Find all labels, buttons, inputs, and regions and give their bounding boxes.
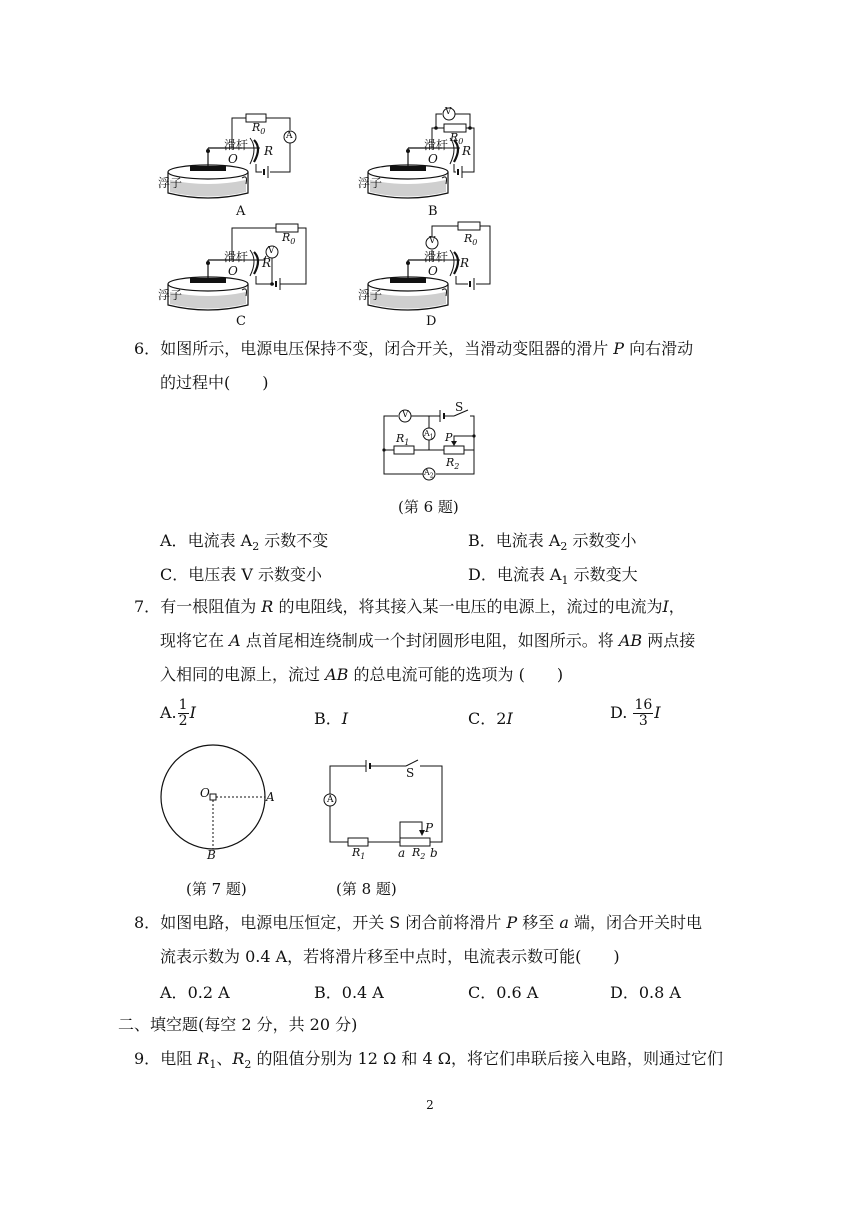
option-text: 0.2 A xyxy=(187,983,230,1002)
q5-panel-d-r0-label xyxy=(464,232,477,247)
option-sub: 2 xyxy=(560,540,568,554)
q9-text: 的阻值分别为 12 Ω 和 4 Ω，将它们串联后接入电路，则通过它们 xyxy=(256,1049,724,1068)
q6-option-c[interactable] xyxy=(160,562,322,585)
option-text-post: 示数变大 xyxy=(568,565,638,584)
r2-sub: 2 xyxy=(454,462,460,472)
q6-text-1: 如图所示，电源电压保持不变，闭合开关，当滑动变阻器的滑片 xyxy=(160,339,609,358)
r1: R xyxy=(396,432,405,445)
q7-number: 7． xyxy=(134,597,161,616)
option-var: I xyxy=(506,709,513,728)
q6-text-2: 的过程中( ) xyxy=(160,373,269,392)
option-var: I xyxy=(654,703,661,722)
q5-panel-c-r-label: R xyxy=(262,256,272,270)
q7-var-ab: AB xyxy=(618,631,643,650)
q5-label-a: A xyxy=(236,204,246,219)
q5-panel-c-float-label: 浮子 xyxy=(158,288,183,302)
q8-end-b-label: b xyxy=(430,846,438,860)
q7-line-2 xyxy=(160,630,695,652)
q7-line-1 xyxy=(134,596,685,618)
q6-line-2 xyxy=(160,372,269,394)
q7-option-d[interactable] xyxy=(610,698,661,729)
option-text: 电流表 A xyxy=(496,565,562,584)
option-key: C． xyxy=(160,565,189,584)
option-text: 电压表 V 示数变小 xyxy=(188,565,322,584)
q8-end-a-label: a xyxy=(398,846,406,860)
option-text-post: 示数变小 xyxy=(567,531,637,550)
q7-text: 两点接 xyxy=(647,631,696,650)
q9-text: 电阻 xyxy=(160,1049,193,1068)
q5-panel-c-rod-label: 滑杆 xyxy=(224,250,249,264)
q8-text: 移至 xyxy=(522,913,555,932)
q6-r1-label xyxy=(396,432,409,447)
q5-panel-c-r0-label xyxy=(282,231,295,246)
q7-var-r: R xyxy=(261,597,274,616)
q8-text: 流表示数为 0.4 A，若将滑片移至中点时，电流表示数可能( ) xyxy=(160,947,620,966)
q9-number: 9． xyxy=(134,1049,161,1068)
denominator: 3 xyxy=(638,713,648,729)
q7-text: 的电阻线，将其接入某一电压的电源上，流过的电流为 xyxy=(278,597,663,616)
q5-panel-a-r0-label xyxy=(252,121,265,136)
option-key: C． xyxy=(468,709,497,728)
q7-text: 点首尾相连绕制成一个封闭圆形电阻，如图所示。将 xyxy=(245,631,614,650)
q8-p-label: P xyxy=(425,821,434,835)
q8-switch-label: S xyxy=(406,766,415,780)
option-key: A． xyxy=(160,531,188,550)
r0-sub: 0 xyxy=(472,238,478,248)
q5-panel-b-float-label: 浮子 xyxy=(358,176,383,190)
section-title: 二、填空题(每空 2 分，共 20 分) xyxy=(118,1015,358,1034)
q8-line-2 xyxy=(160,946,620,968)
option-sub: 1 xyxy=(561,574,569,588)
r0: R xyxy=(464,232,473,245)
option-key: B． xyxy=(314,983,342,1002)
q8-option-d[interactable] xyxy=(610,980,681,1003)
q5-panel-b-r0-label xyxy=(450,131,463,146)
q7-option-b[interactable] xyxy=(314,706,348,729)
a2-sub: 2 xyxy=(429,472,434,480)
q5-panel-a-ammeter: A xyxy=(286,131,293,141)
q8-r2-label xyxy=(412,846,425,861)
option-text: 电流表 A xyxy=(495,531,561,550)
q9-var-r1: R xyxy=(197,1049,210,1068)
q6-var-p: P xyxy=(613,339,625,358)
r0: R xyxy=(450,131,459,144)
q7-text: ， xyxy=(668,597,685,616)
option-key: B． xyxy=(468,531,496,550)
q6-line-1 xyxy=(134,338,693,360)
q5-panel-a-rod-label: 滑杆 xyxy=(224,138,249,152)
numerator: 16 xyxy=(634,697,653,713)
option-key: D. xyxy=(610,703,628,722)
q5-label-c: C xyxy=(236,314,246,329)
q7-line-3 xyxy=(160,664,563,686)
q5-panel-b xyxy=(368,108,474,198)
r0: R xyxy=(282,231,291,244)
q5-panel-b-r-label: R xyxy=(462,144,472,158)
q5-panel-a-o-label: O xyxy=(228,152,238,166)
r1-sub: 1 xyxy=(360,852,366,862)
q5-panel-d-voltmeter: V xyxy=(429,236,436,246)
q8-number: 8． xyxy=(134,913,161,932)
q8-var-a: a xyxy=(559,913,569,932)
q6-option-b[interactable] xyxy=(468,528,637,553)
option-text: 0.8 A xyxy=(638,983,681,1002)
page-number: 2 xyxy=(426,1098,434,1112)
q5-panel-b-voltmeter: V xyxy=(445,107,452,117)
q6-a1-label xyxy=(424,429,434,441)
q9-line-1 xyxy=(134,1048,723,1076)
q5-panel-c-o-label: O xyxy=(228,264,238,278)
option-text: 0.4 A xyxy=(341,983,384,1002)
q8-text: 端，闭合开关时电 xyxy=(574,913,703,932)
a1: A xyxy=(424,429,430,438)
q6-option-d[interactable] xyxy=(468,562,638,587)
q5-panel-b-o-label: O xyxy=(428,152,438,166)
option-text: 电流表 A xyxy=(187,531,253,550)
option-key: A. xyxy=(160,703,177,722)
q8-circuit xyxy=(318,754,448,850)
r2: R xyxy=(446,456,455,469)
r1-sub: 1 xyxy=(404,438,410,448)
q6-voltmeter-label: V xyxy=(402,410,409,420)
q7-label-a: A xyxy=(266,790,275,804)
q6-number: 6． xyxy=(134,339,161,358)
q8-line-1 xyxy=(134,912,702,934)
option-key: B． xyxy=(314,709,342,728)
r1: R xyxy=(352,846,361,859)
r2-sub: 2 xyxy=(420,852,426,862)
option-value: 2 xyxy=(496,709,507,728)
a2: A xyxy=(424,468,430,477)
option-sub: 2 xyxy=(252,540,260,554)
q7-text: 的总电流可能的选项为 ( ) xyxy=(353,665,564,684)
q6-option-a[interactable] xyxy=(160,528,328,553)
fraction xyxy=(633,698,653,729)
q7-label-o: O xyxy=(200,786,210,800)
q6-text-1-end: 向右滑动 xyxy=(629,339,694,358)
q5-panel-c-voltmeter: V xyxy=(268,246,275,256)
q6-a2-label xyxy=(424,468,434,480)
numerator: 1 xyxy=(178,697,188,713)
fraction xyxy=(178,698,189,729)
q5-panel-a-r-label: R xyxy=(264,144,274,158)
q8-option-c[interactable] xyxy=(468,980,538,1003)
q8-ammeter-label: A xyxy=(327,795,334,805)
option-key: C． xyxy=(468,983,497,1002)
q5-panel-b-rod-label: 滑杆 xyxy=(424,138,449,152)
q9-var-r1-sub: 1 xyxy=(209,1058,217,1072)
r0-sub: 0 xyxy=(260,127,266,137)
option-key: D． xyxy=(610,983,639,1002)
q7-option-c[interactable] xyxy=(468,706,513,729)
q5-label-b: B xyxy=(428,204,438,219)
q7-caption: (第 7 题) xyxy=(186,880,247,898)
a1-sub: 1 xyxy=(429,433,434,441)
q7-text: 入相同的电源上，流过 xyxy=(160,665,321,684)
q5-label-d: D xyxy=(426,314,437,329)
q6-r2-label xyxy=(446,456,459,471)
q5-panel-a-float-label: 浮子 xyxy=(158,176,183,190)
q7-option-a[interactable] xyxy=(160,698,196,729)
q7-circle-figure xyxy=(156,740,272,856)
q7-text: 有一根阻值为 xyxy=(160,597,257,616)
option-var: I xyxy=(189,703,196,722)
q5-panel-d-rod-label: 滑杆 xyxy=(424,250,449,264)
option-key: A． xyxy=(160,983,188,1002)
r2: R xyxy=(412,846,421,859)
option-key: D． xyxy=(468,565,497,584)
q9-var-r2-sub: 2 xyxy=(244,1058,252,1072)
option-var: I xyxy=(341,709,349,728)
q8-option-a[interactable] xyxy=(160,980,230,1003)
q6-caption: (第 6 题) xyxy=(398,498,459,516)
option-text-post: 示数不变 xyxy=(259,531,329,550)
r0-sub: 0 xyxy=(458,137,464,147)
q7-var-a: A xyxy=(229,631,241,650)
q8-option-b[interactable] xyxy=(314,980,384,1003)
q6-p-label: P xyxy=(445,431,453,444)
q7-var-i: I xyxy=(662,597,669,616)
q9-text: 、 xyxy=(216,1049,233,1068)
q9-var-r2: R xyxy=(232,1049,245,1068)
r0-sub: 0 xyxy=(290,237,296,247)
q8-caption: (第 8 题) xyxy=(336,880,397,898)
q5-panel-d-o-label: O xyxy=(428,264,438,278)
q7-text: 现将它在 xyxy=(160,631,225,650)
denominator: 2 xyxy=(178,713,188,729)
r0: R xyxy=(252,121,261,134)
q5-panel-d-float-label: 浮子 xyxy=(358,288,383,302)
q5-figures xyxy=(150,100,500,332)
q5-panel-d-r-label: R xyxy=(460,256,470,270)
q7-var-ab: AB xyxy=(325,665,349,684)
q8-text: 如图电路，电源电压恒定，开关 S 闭合前将滑片 xyxy=(160,913,502,932)
q8-var-p: P xyxy=(506,913,518,932)
option-text: 0.6 A xyxy=(496,983,539,1002)
q6-switch-label: S xyxy=(455,400,464,414)
q8-r1-label xyxy=(352,846,365,861)
q7-label-b: B xyxy=(207,848,216,862)
